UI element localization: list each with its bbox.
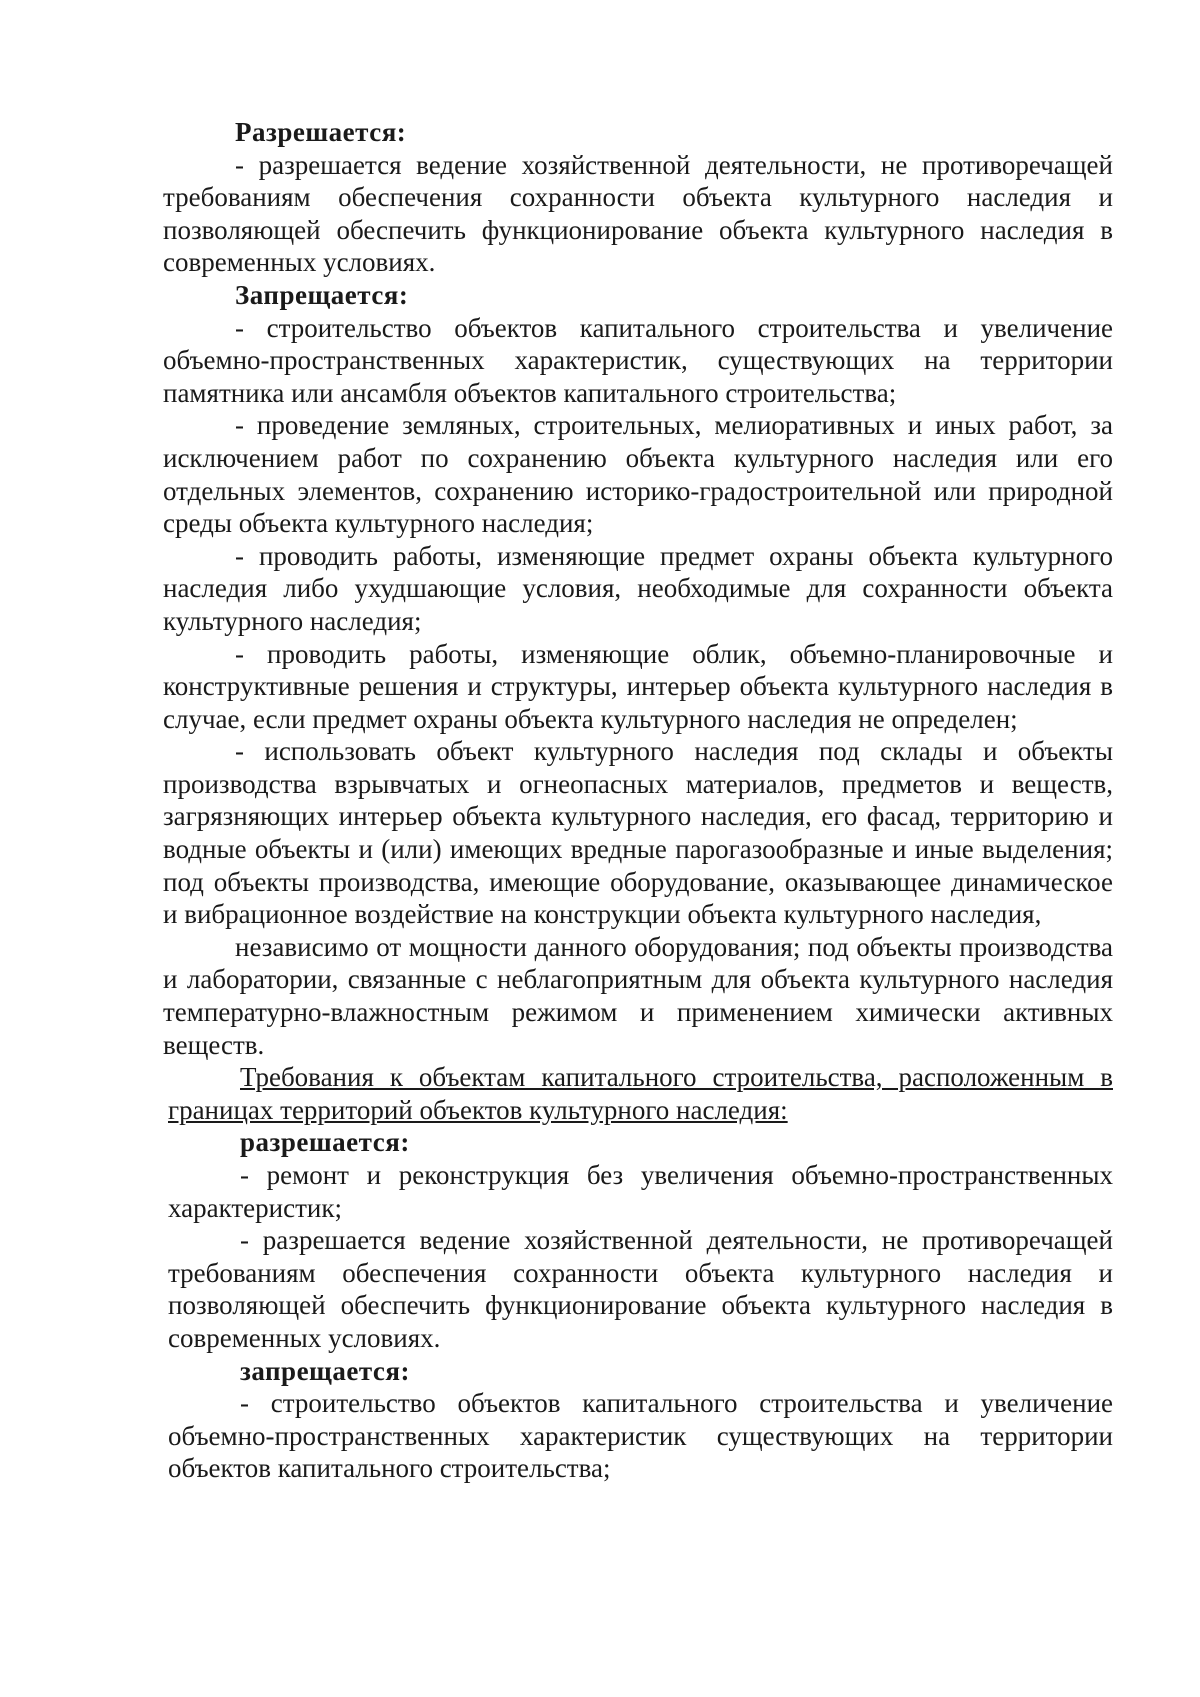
- prohibited-heading: Запрещается:: [235, 279, 409, 310]
- prohibited-item-continuation: независимо от мощности данного оборудования; под объекты производства и лаборатории, связанные с неблагоприятным для объекта культурного наследия температурно-влажностным режимом и применением химически активных веществ.: [163, 931, 1113, 1060]
- prohibited-item: - проведение земляных, строительных, мелиоративных и иных работ, за исключением работ по сохранению объекта культурного наследия или его отдельных элементов, сохранению историко-градостроительной или природной среды объекта культурного наследия;: [163, 410, 1113, 539]
- prohibited-heading: запрещается:: [240, 1355, 411, 1386]
- section-title: Требования к объектам капитального строительства, расположенным в границах территорий объектов культурного наследия:: [168, 1062, 1113, 1125]
- capital-construction-requirements: [168, 1061, 1113, 1485]
- prohibited-item: - проводить работы, изменяющие предмет охраны объекта культурного наследия либо ухудшающие условия, необходимые для сохранности объекта культурного наследия;: [163, 540, 1113, 636]
- allowed-item: - разрешается ведение хозяйственной деятельности, не противоречащей требованиям обеспечения сохранности объекта культурного наследия и позволяющей обеспечить функционирование объекта культурного наследия в современных условиях.: [163, 149, 1113, 278]
- allowed-heading: разрешается:: [240, 1127, 410, 1158]
- allowed-item: - разрешается ведение хозяйственной деятельности, не противоречащей требованиям обеспечения сохранности объекта культурного наследия и позволяющей обеспечить функционирование объекта культурного наследия в современных условиях.: [168, 1225, 1113, 1353]
- prohibited-item: - строительство объектов капитального строительства и увеличение объемно-пространственных характеристик, существующих на территории памятника или ансамбля объектов капитального строительства;: [163, 312, 1113, 408]
- document-page: [163, 116, 1113, 1485]
- prohibited-item: - строительство объектов капитального строительства и увеличение объемно-пространственных характеристик существующих на территории объектов капитального строительства;: [168, 1388, 1113, 1484]
- allowed-heading: Разрешается:: [235, 117, 407, 147]
- prohibited-item: - использовать объект культурного наследия под склады и объекты производства взрывчатых и огнеопасных материалов, предметов и веществ, загрязняющих интерьер объекта культурного наследия, его фасад, территорию и водные объекты и (или) имеющих вредные парогазообразные и иные выделения; под объекты производства, имеющие оборудование, оказывающее динамическое и вибрационное воздействие на конструкции объекта культурного наследия,: [163, 736, 1113, 930]
- prohibited-item: - проводить работы, изменяющие облик, объемно-планировочные и конструктивные решения и структуры, интерьер объекта культурного наследия в случае, если предмет охраны объекта культурного наследия не определен;: [163, 638, 1113, 734]
- allowed-item: - ремонт и реконструкция без увеличения объемно-пространственных характеристик;: [168, 1160, 1113, 1223]
